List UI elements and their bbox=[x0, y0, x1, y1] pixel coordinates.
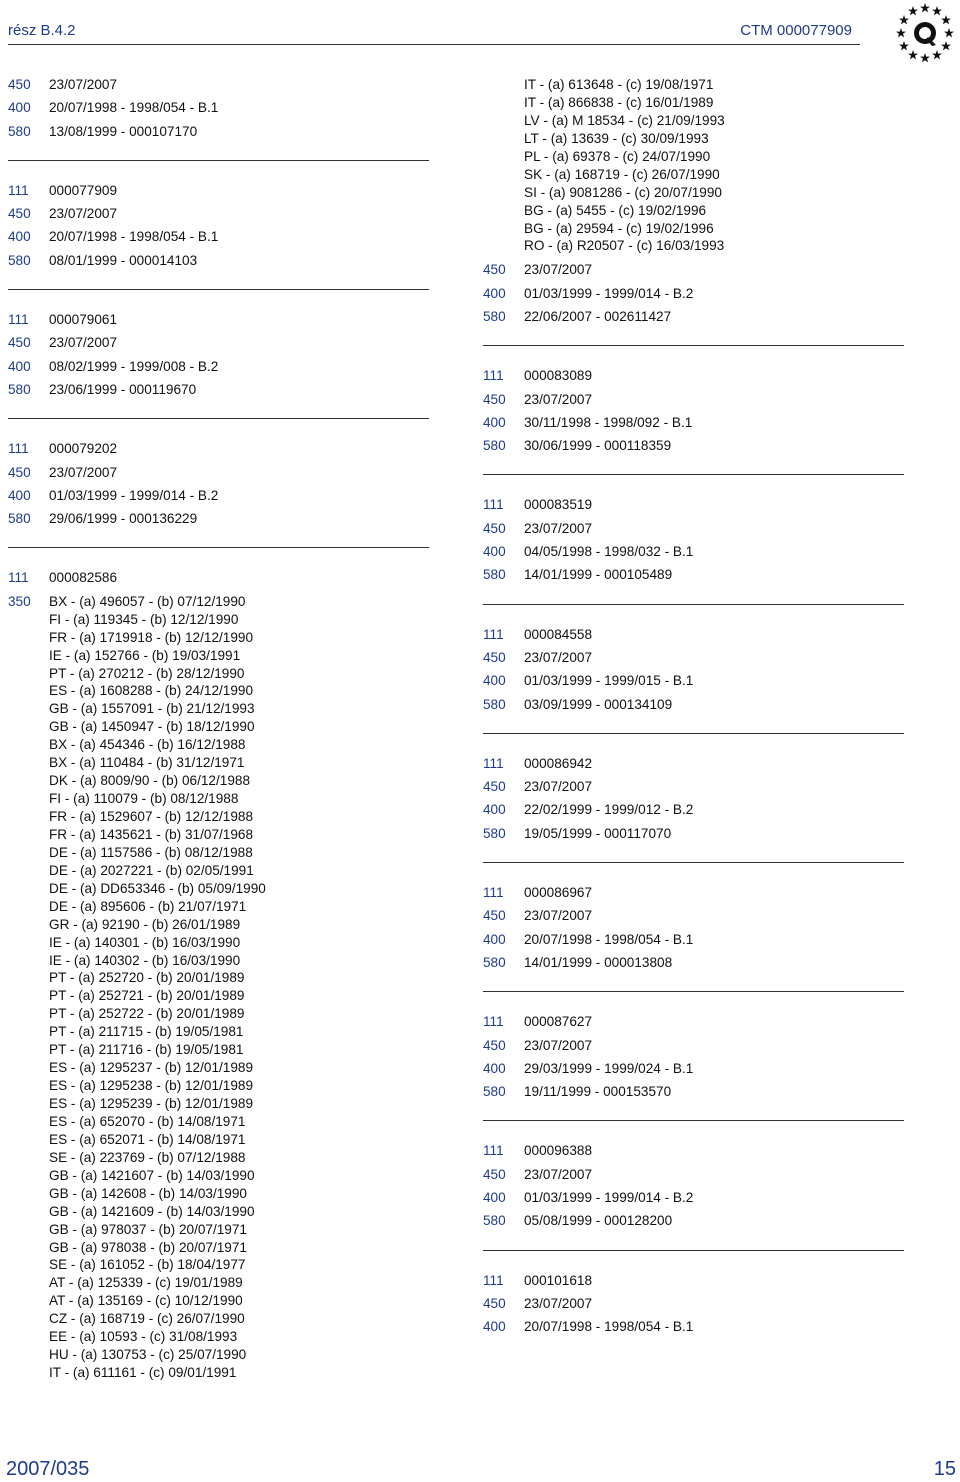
field-row bbox=[8, 99, 429, 122]
seniority-line: ES - (a) 652071 - (b) 14/08/1971 bbox=[49, 1131, 246, 1147]
field-value: 000082586 bbox=[49, 570, 118, 586]
right-column bbox=[483, 76, 904, 1341]
field-value: 29/06/1999 - 000136229 bbox=[49, 511, 198, 527]
seniority-line: ES - (a) 1608288 - (b) 24/12/1990 bbox=[49, 683, 254, 699]
field-code: 450 bbox=[483, 1295, 506, 1311]
trademark-record bbox=[8, 440, 429, 533]
seniority-line: IE - (a) 140301 - (b) 16/03/1990 bbox=[49, 934, 241, 950]
seniority-line: SK - (a) 168719 - (c) 26/07/1990 bbox=[524, 166, 720, 182]
field-code: 450 bbox=[483, 908, 506, 924]
seniority-line: DE - (a) 2027221 - (b) 02/05/1991 bbox=[49, 862, 254, 878]
field-code: 400 bbox=[483, 544, 506, 560]
field-value: 23/07/2007 bbox=[524, 1295, 593, 1311]
field-code bbox=[483, 76, 524, 255]
field-row bbox=[483, 1295, 904, 1318]
field-value: 30/06/1999 - 000118359 bbox=[524, 438, 672, 454]
field-value: 23/07/2007 bbox=[524, 262, 593, 278]
seniority-line: ES - (a) 1295237 - (b) 12/01/1989 bbox=[49, 1060, 254, 1076]
seniority-line: SE - (a) 161052 - (b) 18/04/1977 bbox=[49, 1257, 246, 1273]
field-code: 111 bbox=[483, 755, 504, 771]
field-code: 400 bbox=[483, 673, 506, 689]
field-row bbox=[483, 1212, 904, 1235]
field-value: 23/07/2007 bbox=[49, 77, 118, 92]
field-row bbox=[8, 569, 429, 592]
header-rule bbox=[8, 44, 860, 45]
seniority-line: BG - (a) 5455 - (c) 19/02/1996 bbox=[524, 202, 707, 218]
field-code: 450 bbox=[483, 779, 506, 795]
record-separator bbox=[483, 733, 904, 734]
field-value: 14/01/1999 - 000105489 bbox=[524, 567, 673, 583]
field-code: 111 bbox=[483, 1272, 504, 1288]
trademark-record bbox=[8, 569, 429, 1382]
field-row bbox=[8, 123, 429, 146]
seniority-line: DE - (a) DD653346 - (b) 05/09/1990 bbox=[49, 880, 266, 896]
field-row bbox=[483, 543, 904, 566]
seniority-line: ES - (a) 1295238 - (b) 12/01/1989 bbox=[49, 1078, 254, 1094]
field-value: 05/08/1999 - 000128200 bbox=[524, 1213, 673, 1229]
record-separator bbox=[483, 474, 904, 475]
seniority-line: RO - (a) R20507 - (c) 16/03/1993 bbox=[524, 238, 725, 254]
field-value: 23/07/2007 bbox=[524, 520, 593, 536]
field-row bbox=[483, 1189, 904, 1212]
field-code: 111 bbox=[8, 570, 29, 586]
field-code: 450 bbox=[483, 1037, 506, 1053]
seniority-line: DK - (a) 8009/90 - (b) 06/12/1988 bbox=[49, 773, 250, 789]
field-row bbox=[483, 496, 904, 519]
field-row bbox=[483, 1037, 904, 1060]
field-row bbox=[8, 464, 429, 487]
field-value: 01/03/1999 - 1999/014 - B.2 bbox=[524, 285, 694, 301]
issue-number: 2007/035 bbox=[6, 1458, 90, 1480]
field-row bbox=[8, 334, 429, 357]
trademark-record bbox=[483, 496, 904, 589]
field-code: 400 bbox=[8, 358, 31, 374]
record-separator bbox=[483, 1120, 904, 1121]
seniority-line: FR - (a) 1719918 - (b) 12/12/1990 bbox=[49, 629, 254, 645]
field-value: 08/01/1999 - 000014103 bbox=[49, 252, 198, 268]
field-row bbox=[483, 285, 904, 308]
seniority-line: CZ - (a) 168719 - (c) 26/07/1990 bbox=[49, 1311, 245, 1327]
field-code: 450 bbox=[483, 1166, 506, 1182]
field-value: 01/03/1999 - 1999/015 - B.1 bbox=[524, 673, 694, 689]
field-value: 000101618 bbox=[524, 1272, 593, 1288]
seniority-line: PT - (a) 270212 - (b) 28/12/1990 bbox=[49, 665, 245, 681]
field-code: 400 bbox=[483, 285, 506, 301]
field-code: 580 bbox=[8, 511, 31, 527]
record-separator bbox=[8, 547, 429, 548]
record-separator bbox=[483, 604, 904, 605]
field-value: 20/07/1998 - 1998/054 - B.1 bbox=[524, 931, 694, 947]
field-code: 350 bbox=[8, 593, 31, 609]
seniority-line: GB - (a) 978038 - (b) 20/07/1971 bbox=[49, 1239, 247, 1255]
field-row bbox=[8, 381, 429, 404]
seniority-lines bbox=[49, 593, 429, 1382]
field-value: 29/03/1999 - 1999/024 - B.1 bbox=[524, 1060, 694, 1076]
seniority-line: BX - (a) 496057 - (b) 07/12/1990 bbox=[49, 593, 246, 609]
field-code: 450 bbox=[483, 649, 506, 665]
seniority-block bbox=[8, 593, 429, 1382]
field-row bbox=[483, 954, 904, 977]
field-value: 000087627 bbox=[524, 1014, 593, 1030]
seniority-lines bbox=[524, 76, 904, 255]
field-value: 000084558 bbox=[524, 626, 593, 642]
field-row bbox=[483, 1166, 904, 1189]
field-row bbox=[483, 696, 904, 719]
seniority-line: GB - (a) 1421607 - (b) 14/03/1990 bbox=[49, 1167, 255, 1183]
field-value: 23/07/2007 bbox=[49, 335, 118, 351]
field-row bbox=[483, 1083, 904, 1106]
field-row bbox=[483, 261, 904, 284]
field-value: 23/07/2007 bbox=[49, 206, 118, 222]
page-number: 15 bbox=[933, 1458, 956, 1480]
field-row bbox=[483, 907, 904, 930]
field-row bbox=[483, 520, 904, 543]
field-row bbox=[483, 884, 904, 907]
field-code: 580 bbox=[8, 123, 31, 139]
trademark-record bbox=[8, 76, 429, 146]
seniority-line: PT - (a) 252722 - (b) 20/01/1989 bbox=[49, 1006, 245, 1022]
seniority-line: SI - (a) 9081286 - (c) 20/07/1990 bbox=[524, 184, 722, 200]
field-value: 000079202 bbox=[49, 441, 118, 457]
field-row bbox=[483, 1318, 904, 1341]
field-value: 23/07/2007 bbox=[524, 391, 593, 407]
trademark-record bbox=[483, 755, 904, 848]
seniority-line: LT - (a) 13639 - (c) 30/09/1993 bbox=[524, 130, 709, 146]
trademark-record bbox=[8, 182, 429, 275]
field-value: 000079061 bbox=[49, 312, 118, 328]
field-code: 111 bbox=[483, 368, 504, 384]
field-row bbox=[8, 76, 429, 99]
field-value: 14/01/1999 - 000013808 bbox=[524, 954, 673, 970]
field-row bbox=[483, 414, 904, 437]
field-value: 23/07/2007 bbox=[524, 1166, 593, 1182]
field-code: 111 bbox=[8, 182, 29, 198]
seniority-line: BG - (a) 29594 - (c) 19/02/1996 bbox=[524, 220, 714, 236]
seniority-line: GB - (a) 142608 - (b) 14/03/1990 bbox=[49, 1185, 247, 1201]
field-value: 19/11/1999 - 000153570 bbox=[524, 1084, 672, 1100]
seniority-line: IE - (a) 140302 - (b) 16/03/1990 bbox=[49, 952, 241, 968]
field-row bbox=[483, 308, 904, 331]
seniority-line: GB - (a) 1450947 - (b) 18/12/1990 bbox=[49, 719, 255, 735]
field-value: 22/06/2007 - 002611427 bbox=[524, 308, 672, 324]
trademark-record bbox=[483, 367, 904, 460]
field-code: 580 bbox=[483, 438, 506, 454]
field-code: 580 bbox=[483, 308, 506, 324]
record-separator bbox=[483, 345, 904, 346]
seniority-line: GB - (a) 1421609 - (b) 14/03/1990 bbox=[49, 1203, 255, 1219]
field-code: 450 bbox=[8, 77, 31, 92]
seniority-line: IT - (a) 866838 - (c) 16/01/1989 bbox=[524, 94, 714, 110]
field-row bbox=[483, 931, 904, 954]
field-row bbox=[8, 228, 429, 251]
field-row bbox=[483, 1060, 904, 1083]
field-value: 23/06/1999 - 000119670 bbox=[49, 381, 197, 397]
field-value: 04/05/1998 - 1998/032 - B.1 bbox=[524, 544, 694, 560]
field-code: 580 bbox=[483, 954, 506, 970]
field-row bbox=[8, 252, 429, 275]
field-value: 000086942 bbox=[524, 755, 593, 771]
field-value: 19/05/1999 - 000117070 bbox=[524, 825, 672, 841]
left-column bbox=[8, 76, 429, 1382]
field-row bbox=[483, 755, 904, 778]
record-separator bbox=[8, 160, 429, 161]
field-value: 20/07/1998 - 1998/054 - B.1 bbox=[524, 1319, 694, 1335]
seniority-line: FR - (a) 1435621 - (b) 31/07/1968 bbox=[49, 826, 254, 842]
field-row bbox=[483, 391, 904, 414]
field-code: 580 bbox=[8, 381, 31, 397]
field-row bbox=[483, 1142, 904, 1165]
field-row bbox=[8, 487, 429, 510]
seniority-line: AT - (a) 125339 - (c) 19/01/1989 bbox=[49, 1275, 243, 1291]
seniority-line: IT - (a) 611161 - (c) 09/01/1991 bbox=[49, 1365, 237, 1381]
field-code: 580 bbox=[483, 1084, 506, 1100]
record-separator bbox=[8, 289, 429, 290]
field-code: 400 bbox=[8, 100, 31, 116]
seniority-line: DE - (a) 1157586 - (b) 08/12/1988 bbox=[49, 844, 253, 860]
field-row bbox=[483, 367, 904, 390]
trademark-record bbox=[483, 884, 904, 977]
field-code: 111 bbox=[8, 312, 29, 328]
trademark-record bbox=[483, 626, 904, 719]
field-code: 111 bbox=[483, 626, 504, 642]
field-code: 580 bbox=[8, 252, 31, 268]
field-value: 000077909 bbox=[49, 182, 118, 198]
seniority-line: PT - (a) 252721 - (b) 20/01/1989 bbox=[49, 988, 245, 1004]
seniority-line: GR - (a) 92190 - (b) 26/01/1989 bbox=[49, 916, 241, 932]
trademark-record bbox=[483, 1272, 904, 1342]
field-row bbox=[483, 437, 904, 460]
trademark-record bbox=[8, 311, 429, 404]
field-code: 450 bbox=[8, 335, 31, 351]
field-code: 400 bbox=[483, 1060, 506, 1076]
seniority-line: ES - (a) 652070 - (b) 14/08/1971 bbox=[49, 1113, 246, 1129]
field-code: 400 bbox=[483, 931, 506, 947]
seniority-line: PT - (a) 252720 - (b) 20/01/1989 bbox=[49, 970, 245, 986]
field-value: 03/09/1999 - 000134109 bbox=[524, 696, 673, 712]
field-row bbox=[8, 311, 429, 334]
trademark-record bbox=[483, 1142, 904, 1235]
seniority-line: BX - (a) 110484 - (b) 31/12/1971 bbox=[49, 755, 245, 771]
field-code: 400 bbox=[8, 487, 31, 503]
field-code: 580 bbox=[483, 1213, 506, 1229]
field-row bbox=[483, 1013, 904, 1036]
field-value: 20/07/1998 - 1998/054 - B.1 bbox=[49, 100, 219, 116]
seniority-line: HU - (a) 130753 - (c) 25/07/1990 bbox=[49, 1347, 247, 1363]
seniority-line: SE - (a) 223769 - (b) 07/12/1988 bbox=[49, 1149, 246, 1165]
field-value: 23/07/2007 bbox=[524, 779, 593, 795]
field-row bbox=[483, 672, 904, 695]
seniority-line: AT - (a) 135169 - (c) 10/12/1990 bbox=[49, 1293, 243, 1309]
field-row bbox=[483, 778, 904, 801]
record-separator bbox=[483, 862, 904, 863]
field-code: 111 bbox=[483, 885, 504, 901]
seniority-line: DE - (a) 895606 - (b) 21/07/1971 bbox=[49, 898, 247, 914]
seniority-line: GB - (a) 1557091 - (b) 21/12/1993 bbox=[49, 701, 255, 717]
field-code: 580 bbox=[483, 825, 506, 841]
field-value: 30/11/1998 - 1998/092 - B.1 bbox=[524, 414, 693, 430]
trademark-record bbox=[483, 261, 904, 331]
record-separator bbox=[483, 991, 904, 992]
field-row bbox=[483, 626, 904, 649]
field-value: 22/02/1999 - 1999/012 - B.2 bbox=[524, 802, 694, 818]
seniority-line: LV - (a) M 18534 - (c) 21/09/1993 bbox=[524, 112, 725, 128]
eu-stars-r-logo-icon bbox=[892, 2, 958, 66]
field-code: 111 bbox=[483, 1143, 504, 1159]
field-row bbox=[483, 649, 904, 672]
field-code: 450 bbox=[8, 206, 31, 222]
field-row bbox=[483, 825, 904, 848]
field-code: 580 bbox=[483, 696, 506, 712]
seniority-line: FI - (a) 110079 - (b) 08/12/1988 bbox=[49, 791, 239, 807]
field-code: 580 bbox=[483, 567, 506, 583]
seniority-line: GB - (a) 978037 - (b) 20/07/1971 bbox=[49, 1221, 247, 1237]
field-code: 111 bbox=[483, 497, 504, 513]
field-code: 400 bbox=[483, 1189, 506, 1205]
field-row bbox=[483, 801, 904, 824]
field-row bbox=[483, 566, 904, 589]
field-code: 450 bbox=[483, 262, 506, 278]
field-code: 400 bbox=[8, 229, 31, 245]
record-separator bbox=[8, 418, 429, 419]
field-value: 000086967 bbox=[524, 885, 593, 901]
ctm-number: CTM 000077909 bbox=[740, 22, 852, 39]
field-code: 450 bbox=[483, 391, 506, 407]
field-row bbox=[483, 1272, 904, 1295]
field-value: 23/07/2007 bbox=[524, 908, 593, 924]
seniority-line: EE - (a) 10593 - (c) 31/08/1993 bbox=[49, 1329, 238, 1345]
field-code: 400 bbox=[483, 414, 506, 430]
seniority-block bbox=[483, 76, 904, 255]
seniority-line: IT - (a) 613648 - (c) 19/08/1971 bbox=[524, 77, 714, 92]
seniority-line: IE - (a) 152766 - (b) 19/03/1991 bbox=[49, 647, 241, 663]
field-code: 111 bbox=[8, 441, 29, 457]
seniority-line: PT - (a) 211715 - (b) 19/05/1981 bbox=[49, 1024, 244, 1040]
field-value: 000083089 bbox=[524, 368, 593, 384]
field-value: 23/07/2007 bbox=[49, 464, 118, 480]
field-value: 23/07/2007 bbox=[524, 649, 593, 665]
field-row bbox=[8, 440, 429, 463]
field-code: 450 bbox=[8, 464, 31, 480]
field-row bbox=[8, 358, 429, 381]
trademark-record bbox=[483, 1013, 904, 1106]
seniority-line: FI - (a) 119345 - (b) 12/12/1990 bbox=[49, 611, 239, 627]
seniority-line: BX - (a) 454346 - (b) 16/12/1988 bbox=[49, 737, 246, 753]
field-value: 20/07/1998 - 1998/054 - B.1 bbox=[49, 229, 219, 245]
field-value: 23/07/2007 bbox=[524, 1037, 593, 1053]
field-value: 13/08/1999 - 000107170 bbox=[49, 123, 198, 139]
field-code: 400 bbox=[483, 1319, 506, 1335]
field-code: 450 bbox=[483, 520, 506, 536]
field-value: 08/02/1999 - 1999/008 - B.2 bbox=[49, 358, 219, 374]
seniority-line: PT - (a) 211716 - (b) 19/05/1981 bbox=[49, 1042, 244, 1058]
field-code: 111 bbox=[483, 1014, 504, 1030]
field-row bbox=[8, 510, 429, 533]
field-row bbox=[8, 182, 429, 205]
field-value: 01/03/1999 - 1999/014 - B.2 bbox=[524, 1189, 694, 1205]
seniority-line: ES - (a) 1295239 - (b) 12/01/1989 bbox=[49, 1096, 254, 1111]
field-row bbox=[8, 205, 429, 228]
seniority-line: PL - (a) 69378 - (c) 24/07/1990 bbox=[524, 148, 711, 164]
section-label: rész B.4.2 bbox=[8, 22, 76, 39]
field-code: 400 bbox=[483, 802, 506, 818]
record-separator bbox=[483, 1250, 904, 1251]
seniority-line: FR - (a) 1529607 - (b) 12/12/1988 bbox=[49, 809, 254, 824]
field-value: 000083519 bbox=[524, 497, 593, 513]
field-value: 000096388 bbox=[524, 1143, 593, 1159]
field-value: 01/03/1999 - 1999/014 - B.2 bbox=[49, 487, 219, 503]
